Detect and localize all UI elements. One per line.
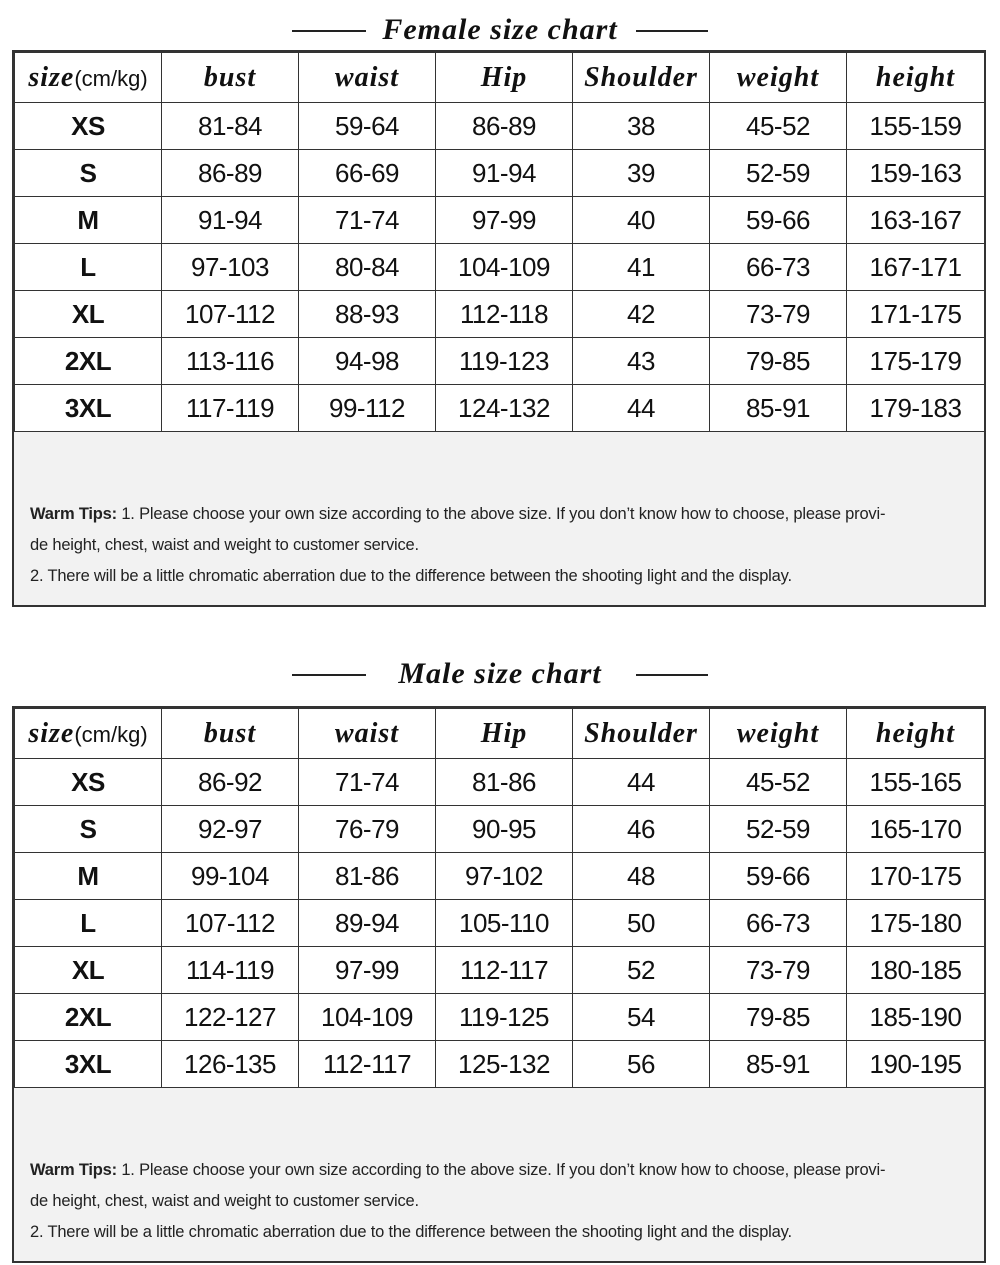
cell-waist: 80-84 [299,244,436,291]
cell-bust: 107-112 [162,291,299,338]
cell-height: 180-185 [847,947,985,994]
cell-shoulder: 42 [573,291,710,338]
cell-height: 163-167 [847,197,985,244]
cell-hip: 125-132 [436,1041,573,1088]
header-size-unit: (cm/kg) [74,721,148,747]
female-title-row [0,10,1000,50]
cell-shoulder: 56 [573,1041,710,1088]
cell-height: 171-175 [847,291,985,338]
cell-bust: 107-112 [162,900,299,947]
cell-size: 3XL [15,385,162,432]
cell-waist: 104-109 [299,994,436,1041]
cell-bust: 97-103 [162,244,299,291]
cell-weight: 79-85 [710,338,847,385]
cell-waist: 71-74 [299,197,436,244]
header-shoulder: Shoulder [573,53,710,103]
cell-hip: 124-132 [436,385,573,432]
header-row [15,709,985,759]
table-row [15,385,985,432]
cell-waist: 88-93 [299,291,436,338]
cell-size: L [15,244,162,291]
table-row [15,994,985,1041]
table-row [15,291,985,338]
header-size-unit: (cm/kg) [74,65,148,91]
cell-hip: 90-95 [436,806,573,853]
cell-height: 175-180 [847,900,985,947]
cell-size: XS [15,103,162,150]
tips-line-1: Warm Tips: 1. Please choose your own size according to the above size. If you don’t know how to choose, please provi- [30,1161,886,1179]
cell-shoulder: 43 [573,338,710,385]
cell-bust: 126-135 [162,1041,299,1088]
cell-bust: 113-116 [162,338,299,385]
cell-waist: 89-94 [299,900,436,947]
header-hip: Hip [436,53,573,103]
cell-height: 155-159 [847,103,985,150]
title-rule-right [636,30,708,32]
cell-height: 175-179 [847,338,985,385]
male-table-body [15,759,985,1088]
cell-hip: 112-117 [436,947,573,994]
female-table-body [15,103,985,432]
header-weight: weight [710,709,847,759]
cell-hip: 119-125 [436,994,573,1041]
cell-weight: 73-79 [710,947,847,994]
cell-height: 190-195 [847,1041,985,1088]
title-rule-right [636,674,708,676]
cell-waist: 94-98 [299,338,436,385]
cell-hip: 97-102 [436,853,573,900]
cell-waist: 59-64 [299,103,436,150]
tips-line-3: 2. There will be a little chromatic aberration due to the difference between the shooting light and the display. [30,1223,792,1241]
female-chart-title: Female size chart [382,13,618,46]
cell-weight: 79-85 [710,994,847,1041]
cell-shoulder: 39 [573,150,710,197]
cell-weight: 45-52 [710,103,847,150]
cell-bust: 122-127 [162,994,299,1041]
cell-size: M [15,197,162,244]
header-row [15,53,985,103]
cell-size: 2XL [15,994,162,1041]
cell-hip: 119-123 [436,338,573,385]
cell-waist: 71-74 [299,759,436,806]
table-row [15,103,985,150]
cell-shoulder: 52 [573,947,710,994]
cell-weight: 52-59 [710,150,847,197]
cell-shoulder: 54 [573,994,710,1041]
cell-waist: 81-86 [299,853,436,900]
cell-bust: 91-94 [162,197,299,244]
tips-line-1: Warm Tips: 1. Please choose your own size according to the above size. If you don’t know how to choose, please provi- [30,505,886,523]
cell-hip: 112-118 [436,291,573,338]
cell-bust: 117-119 [162,385,299,432]
cell-shoulder: 46 [573,806,710,853]
table-row [15,947,985,994]
cell-height: 185-190 [847,994,985,1041]
female-size-chart [12,50,986,607]
cell-hip: 97-99 [436,197,573,244]
cell-shoulder: 44 [573,759,710,806]
male-title-row [0,654,1000,694]
cell-hip: 86-89 [436,103,573,150]
header-height: height [847,53,985,103]
cell-height: 167-171 [847,244,985,291]
cell-weight: 85-91 [710,1041,847,1088]
cell-waist: 76-79 [299,806,436,853]
table-row [15,900,985,947]
header-size: size(cm/kg) [15,53,162,103]
cell-weight: 52-59 [710,806,847,853]
table-row [15,759,985,806]
male-size-chart [12,706,986,1263]
table-row [15,150,985,197]
cell-bust: 92-97 [162,806,299,853]
tips-line-2: de height, chest, waist and weight to customer service. [30,1192,419,1210]
cell-size: XS [15,759,162,806]
header-size: size(cm/kg) [15,709,162,759]
cell-hip: 104-109 [436,244,573,291]
table-row [15,338,985,385]
cell-size: XL [15,947,162,994]
cell-weight: 59-66 [710,853,847,900]
cell-shoulder: 48 [573,853,710,900]
female-warm-tips [14,432,984,604]
cell-waist: 99-112 [299,385,436,432]
cell-weight: 59-66 [710,197,847,244]
cell-height: 159-163 [847,150,985,197]
cell-bust: 114-119 [162,947,299,994]
tips-label: Warm Tips: [30,1161,117,1179]
cell-size: 3XL [15,1041,162,1088]
cell-shoulder: 38 [573,103,710,150]
cell-hip: 105-110 [436,900,573,947]
male-size-table [14,708,985,1088]
header-weight: weight [710,53,847,103]
male-warm-tips [14,1088,984,1260]
cell-waist: 66-69 [299,150,436,197]
cell-waist: 112-117 [299,1041,436,1088]
male-chart-title: Male size chart [398,657,602,690]
cell-waist: 97-99 [299,947,436,994]
cell-height: 170-175 [847,853,985,900]
cell-size: 2XL [15,338,162,385]
header-waist: waist [299,709,436,759]
cell-hip: 81-86 [436,759,573,806]
cell-bust: 86-92 [162,759,299,806]
cell-weight: 73-79 [710,291,847,338]
header-hip: Hip [436,709,573,759]
table-row [15,853,985,900]
cell-shoulder: 41 [573,244,710,291]
cell-weight: 66-73 [710,900,847,947]
cell-size: S [15,806,162,853]
tips-line-2: de height, chest, waist and weight to customer service. [30,536,419,554]
cell-bust: 86-89 [162,150,299,197]
cell-shoulder: 44 [573,385,710,432]
cell-weight: 45-52 [710,759,847,806]
cell-weight: 66-73 [710,244,847,291]
tips-line-3: 2. There will be a little chromatic aberration due to the difference between the shooting light and the display. [30,567,792,585]
cell-bust: 81-84 [162,103,299,150]
table-row [15,1041,985,1088]
cell-height: 165-170 [847,806,985,853]
header-bust: bust [162,53,299,103]
cell-size: M [15,853,162,900]
header-height: height [847,709,985,759]
table-row [15,806,985,853]
cell-size: L [15,900,162,947]
cell-hip: 91-94 [436,150,573,197]
table-row [15,197,985,244]
cell-size: S [15,150,162,197]
header-waist: waist [299,53,436,103]
cell-bust: 99-104 [162,853,299,900]
cell-shoulder: 40 [573,197,710,244]
tips-label: Warm Tips: [30,505,117,523]
cell-size: XL [15,291,162,338]
table-row [15,244,985,291]
female-size-table [14,52,985,432]
cell-weight: 85-91 [710,385,847,432]
cell-shoulder: 50 [573,900,710,947]
cell-height: 179-183 [847,385,985,432]
cell-height: 155-165 [847,759,985,806]
header-bust: bust [162,709,299,759]
header-shoulder: Shoulder [573,709,710,759]
